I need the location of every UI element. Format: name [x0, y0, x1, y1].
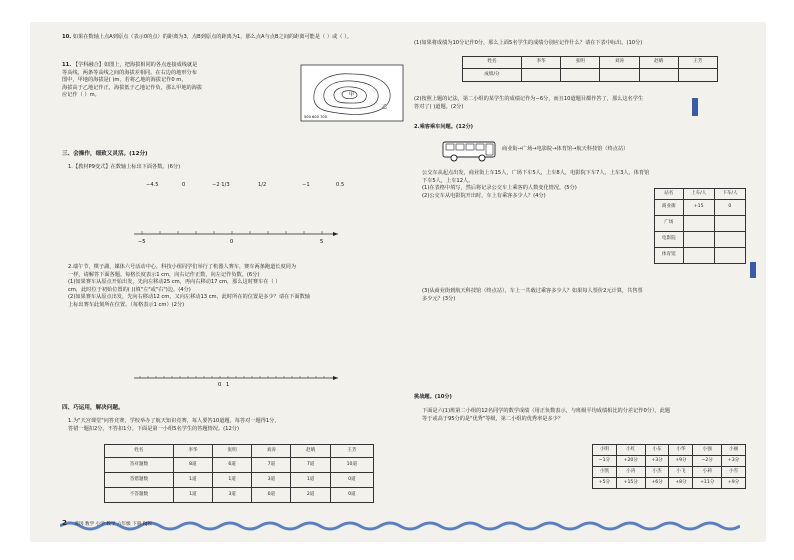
- table-cell: 0道: [330, 488, 373, 503]
- table-cell: +8分: [669, 478, 693, 489]
- answer-cell[interactable]: [521, 69, 560, 82]
- table-header-cell: 赵晴: [291, 445, 330, 458]
- table-cell: +6分: [645, 478, 669, 489]
- question-text-line: 答对了( )道题。(2分): [414, 103, 464, 110]
- table-cell: +9分: [722, 478, 746, 489]
- page-number: 2: [62, 519, 67, 527]
- table-cell: +11分: [693, 478, 722, 489]
- question-4-1: [68, 418, 402, 433]
- question-text-line: 下车5人，上车12人。: [422, 177, 474, 184]
- table-header-row: [105, 445, 374, 458]
- number-item: 1/2: [258, 182, 267, 188]
- table-row: [593, 467, 746, 478]
- table-cell: 小明: [593, 445, 617, 456]
- question-text-line: (2)如果赛车从原点出发，先向右移动12 cm，又向左移动13 cm，此时所在的位置是多少？请在下面数轴: [68, 294, 310, 301]
- answer-cell[interactable]: [714, 232, 745, 248]
- answer-cell[interactable]: [683, 216, 714, 232]
- table-cell: 7道: [291, 458, 330, 473]
- table-cell: 体育馆: [655, 248, 684, 264]
- challenge-title: 挑战题。(10分): [414, 394, 452, 400]
- table-header-cell: 姓名: [105, 445, 174, 458]
- table-header-cell: 刘涛: [600, 57, 639, 69]
- table-row: [655, 232, 746, 248]
- section-3-title: 三、会操作，细致又灵活。(12分): [62, 151, 148, 157]
- table-cell: 答对题数: [105, 458, 174, 473]
- table-cell: 小涛: [616, 467, 645, 478]
- table-cell: 小雪: [722, 467, 746, 478]
- question-11: [62, 62, 302, 100]
- table-row: [463, 69, 718, 82]
- table-cell: +5分: [593, 478, 617, 489]
- table-cell: 小强: [693, 445, 722, 456]
- question-text-line: 应记作（ ）m。: [62, 92, 100, 99]
- table-row: [105, 458, 374, 473]
- table-cell: 商业街: [655, 200, 684, 216]
- table-cell: 10道: [330, 458, 373, 473]
- question-text: 如果在数轴上点A到原点（表示0的点）的距离为3，点B到原点的距离为1，那么点A与点B之间的距离可能是（ ）或（ ）。: [72, 34, 352, 40]
- challenge-score-table: [592, 444, 746, 489]
- axis-tick-label: 0: [230, 239, 234, 245]
- table-header-cell: 李华: [521, 57, 560, 69]
- table-header-cell: 李华: [173, 445, 212, 458]
- table-row: [593, 478, 746, 489]
- table-cell: 电影院: [655, 232, 684, 248]
- number-line-2: [132, 372, 342, 388]
- question-4-1-part1: (1)如果将成绩为10分记作0分，那么上面5名学生的成绩分别应记作什么？请在下表中标出。(10分): [414, 40, 643, 46]
- page-footer: [62, 518, 152, 529]
- table-cell: −2分: [693, 456, 722, 467]
- question-text-line: 1.为"天宫课堂"问答竞赛，学校举办了航天知识竞赛，每人要答10道题，每答对一题得1分，: [68, 418, 280, 424]
- number-item: −1: [302, 182, 310, 188]
- numbers-to-mark: [146, 182, 396, 192]
- answer-cell[interactable]: [678, 69, 717, 82]
- table-header-row: [655, 189, 746, 200]
- question-text-line: 2.端午节，棋子湖，媒体六号活动中心，科技小组同学们举行了机器人赛车，赛车两条跑道长度同为: [68, 264, 297, 270]
- question-text-line: 【学科融合】如图上，把海拔相同的各点连接成线就是: [72, 62, 198, 68]
- answer-cell[interactable]: [714, 248, 745, 264]
- number-item: 0.5: [336, 182, 345, 188]
- contour-map-figure: [300, 64, 404, 122]
- question-text-line: (2)公交车从电影院开出时，车上有乘客多少人？(4分): [422, 192, 546, 199]
- table-cell: 不答题数: [105, 488, 174, 503]
- question-10: [62, 34, 402, 42]
- table-cell: 小东: [645, 445, 669, 456]
- question-text-line: 等于或高于95分的是"优秀"等级，第二小组的优秀率是多少？: [422, 415, 564, 422]
- table-cell: 1道: [173, 488, 212, 503]
- question-text-line: 公交车从起点出发，商业街上车15人，广场下车5人，上车8人，电影院下车7人，上车3人，体育馆: [422, 170, 650, 176]
- table-cell: 7道: [252, 458, 291, 473]
- axis-tick-label: 1: [226, 382, 230, 388]
- table-header-cell: 张明: [213, 445, 252, 458]
- table-cell: 小红: [616, 445, 645, 456]
- question-3-2: [68, 264, 402, 309]
- question-text-line: (2)按照上题的记法，第二小组的某学生的成绩记作为−6分，而且10道题目都作答了，那么这名学生: [414, 96, 644, 102]
- table-header-cell: 赵晴: [639, 57, 678, 69]
- question-text-line: (1)如果赛车从原点开始出发，先向左移动25 cm，再向右移动17 cm，那么这时赛车在（ ）: [68, 279, 281, 286]
- question-3-1: 1.【教材P9变式】在数轴上标出下面各数。(6分): [68, 164, 181, 170]
- table-header-cell: 张明: [561, 57, 600, 69]
- table-cell: 1道: [291, 473, 330, 488]
- table-cell: 0道: [252, 488, 291, 503]
- table-cell: 广场: [655, 216, 684, 232]
- answer-stats-table: [104, 444, 374, 503]
- question-text-line: cm，此时位于初始位置的( )(填"左"或"右")边。(4分): [68, 286, 191, 293]
- table-row: [593, 445, 746, 456]
- table-header-cell: 站名: [655, 189, 684, 200]
- table-cell: −1分: [593, 456, 617, 467]
- question-text-line: (3)从商业街到航天科技馆（终点站），车上一共载过乘客多少人？如果每人票价2元计算，共售票: [422, 288, 643, 294]
- answer-cell[interactable]: [600, 69, 639, 82]
- axis-tick-label: 0: [218, 382, 222, 388]
- table-row: [655, 200, 746, 216]
- question-text-line: 上标出赛车此刻所在位置。（每格表示1 cm）(2分): [68, 301, 185, 308]
- table-header-cell: 上车/人: [683, 189, 714, 200]
- table-cell: 0: [714, 200, 745, 216]
- table-cell: +3分: [645, 456, 669, 467]
- left-page: [62, 32, 408, 530]
- answer-cell[interactable]: [683, 248, 714, 264]
- answer-cell[interactable]: [714, 216, 745, 232]
- table-cell: 8道: [173, 458, 212, 473]
- table-row: [655, 248, 746, 264]
- table-row: [593, 456, 746, 467]
- number-item: −2 1/3: [212, 182, 230, 188]
- table-cell: 3道: [213, 488, 252, 503]
- passenger-table: [654, 188, 746, 264]
- table-cell: +15: [683, 200, 714, 216]
- question-text-line: 下面是六(1)班第二小组的12名同学的数学成绩（用正负数表示，与班级平均成绩相比的分差记作0分），此题: [422, 408, 671, 414]
- answer-cell[interactable]: [561, 69, 600, 82]
- table-cell: 0道: [330, 473, 373, 488]
- table-cell: 1道: [213, 473, 252, 488]
- question-text-line: 多少元？(3分): [422, 295, 456, 302]
- score-record-table: [462, 56, 718, 82]
- question-text-line: 一样，请解答下面各题。每格长度表示1 cm，向右记作正数，向左记作负数。(6分): [68, 271, 260, 278]
- map-scale-label: 500 600 700: [304, 115, 327, 119]
- table-header-cell: 下车/人: [714, 189, 745, 200]
- table-cell: 小飞: [669, 467, 693, 478]
- table-cell: +20分: [616, 456, 645, 467]
- table-cell: 答错题数: [105, 473, 174, 488]
- question-4-2-title: 2.乘客乘车问题。(12分): [414, 124, 474, 130]
- number-item: −4.5: [146, 182, 159, 188]
- challenge-text: [422, 408, 748, 423]
- axis-tick-label: 5: [320, 239, 324, 245]
- table-row: [655, 216, 746, 232]
- map-label-b: 乙: [382, 104, 388, 110]
- footer-text: 黄冈 数学 小学 数学 六年级 下册 RJ版: [74, 522, 152, 527]
- table-cell: 小凯: [593, 467, 617, 478]
- table-row: [105, 488, 374, 503]
- bus-route-text: 商业街→广场→电影院→体育馆→航天科技馆（终点站）: [502, 146, 629, 152]
- question-text-line: 图中，甲地的海拔是( )m，若将乙地的海拔记作0 m，: [62, 77, 187, 84]
- table-cell: 3道: [252, 473, 291, 488]
- question-text-line: (1)在表格中填写，然后将记录公交车上乘客的人数变化情况。(5分): [422, 185, 577, 192]
- answer-cell[interactable]: [639, 69, 678, 82]
- table-header-cell: 王芳: [330, 445, 373, 458]
- question-number: 10.: [62, 34, 72, 40]
- question-4-2-text: [422, 170, 658, 200]
- section-4-title: 四、巧运用，解决问题。: [62, 405, 124, 411]
- number-item: 0: [182, 182, 186, 188]
- table-cell: 小杰: [645, 467, 669, 478]
- table-cell: +9分: [669, 456, 693, 467]
- bus-icon: [442, 140, 498, 162]
- question-text-line: 答错一题扣2分，不答扣1分。下面是第一小组5名学生的答题情况。(12分): [68, 425, 239, 432]
- table-header-row: [463, 57, 718, 69]
- table-cell: 1道: [173, 473, 212, 488]
- table-cell: 小丽: [722, 445, 746, 456]
- number-line-1: [132, 228, 342, 246]
- table-cell: +3分: [722, 456, 746, 467]
- axis-tick-label: −5: [138, 239, 146, 245]
- question-text-line: 海拔高于乙地记作正，海拔低于乙地记作负，那么甲地的海拔: [62, 84, 203, 91]
- table-row: [105, 473, 374, 488]
- question-text-line: 等高线，两条等高线之间的海拔差相同。在右边的地形分布: [62, 69, 197, 76]
- table-cell: 6道: [213, 458, 252, 473]
- table-cell: 小莉: [693, 467, 722, 478]
- table-header-cell: 姓名: [463, 57, 522, 69]
- map-label-a: 甲: [349, 92, 355, 98]
- answer-cell[interactable]: [683, 232, 714, 248]
- question-number: 11.: [62, 62, 72, 68]
- right-page: [414, 32, 754, 530]
- table-header-cell: 刘涛: [252, 445, 291, 458]
- table-header-cell: 王芳: [678, 57, 717, 69]
- table-cell: 2道: [291, 488, 330, 503]
- question-4-2-part3: [422, 288, 748, 303]
- table-cell: +15分: [616, 478, 645, 489]
- table-cell: 成绩/分: [463, 69, 522, 82]
- question-4-1-part2: [414, 96, 748, 111]
- table-cell: 小华: [669, 445, 693, 456]
